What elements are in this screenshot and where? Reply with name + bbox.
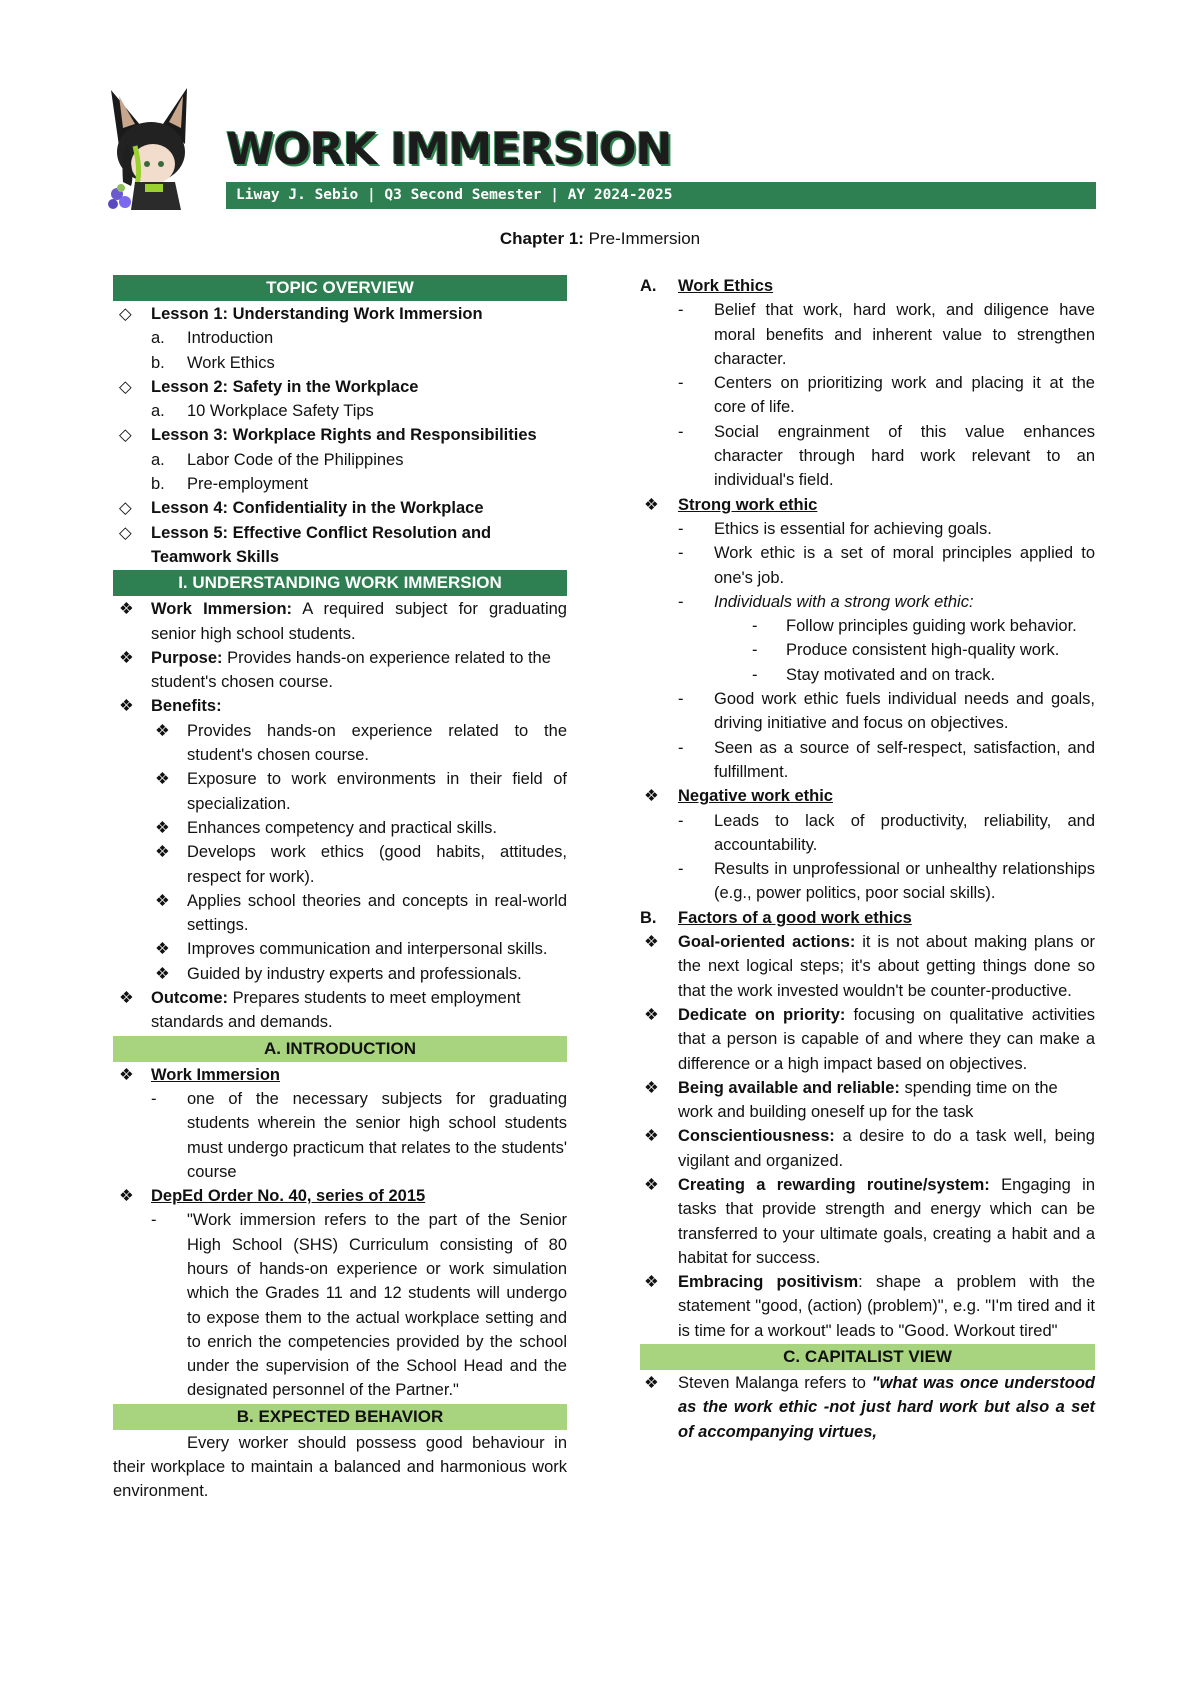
bullet-item xyxy=(640,493,1095,517)
diamond-bullet-icon: ❖ xyxy=(644,1005,659,1024)
diamond-bullet-icon: ❖ xyxy=(644,1374,659,1393)
bullet-item xyxy=(113,1184,567,1208)
lesson-subitem xyxy=(113,399,567,423)
dash-text: Seen as a source of self-respect, satisfaction, and fulfillment. xyxy=(714,738,1095,781)
diamond-outline-icon: ◇ xyxy=(119,523,132,542)
diamond-bullet-icon: ❖ xyxy=(644,933,659,952)
dash-marker: - xyxy=(151,1211,157,1230)
dash-text: "Work immersion refers to the part of the Senior High School (SHS) Curriculum consisting of 80 hours of hands-on experience or work simulation which the Grades 11 and 12 students will undergo to expose them to the actual workplace setting and to enrich the competencies provided by the school under the supervision of the School Head and the designated personnel of the Partner." xyxy=(187,1211,567,1400)
mascot-icon xyxy=(105,86,200,216)
benefit-item xyxy=(113,962,567,986)
factor-item xyxy=(640,1270,1095,1343)
dash-item: - Good work ethic fuels individual needs and goals, driving initiative and focus on objectives. xyxy=(640,687,1095,736)
section-c-heading: C. CAPITALIST VIEW xyxy=(640,1344,1095,1370)
diamond-bullet-icon: ❖ xyxy=(644,1078,659,1097)
heading-letter: B. xyxy=(640,908,657,927)
diamond-outline-icon: ◇ xyxy=(119,426,132,445)
bullet-item xyxy=(640,1371,1095,1444)
bullet-text: Work Immersion: A required subject for graduating senior high school students. xyxy=(151,600,567,643)
subheading: DepEd Order No. 40, series of 2015 xyxy=(151,1187,426,1206)
benefit-text: Provides hands-on experience related to the student's chosen course. xyxy=(187,721,567,765)
dash-item: - Belief that work, hard work, and diligence have moral benefits and inherent value to strengthen character. xyxy=(640,298,1095,371)
subheading: Negative work ethic xyxy=(678,787,833,806)
sub-letter: a. xyxy=(151,329,165,348)
dash-item: - Ethics is essential for achieving goals. xyxy=(640,517,1095,541)
subdash-text: Produce consistent high-quality work. xyxy=(786,641,1060,660)
dash-text: Leads to lack of productivity, reliability, and accountability. xyxy=(714,811,1095,854)
diamond-bullet-icon: ❖ xyxy=(119,1187,134,1206)
bullet-item xyxy=(113,986,567,1035)
factor-text: Goal-oriented actions: it is not about making plans or the next logical steps; it's about getting things done so that the work invested wouldn't be counter-productive. xyxy=(678,933,1095,1000)
dash-text: Individuals with a strong work ethic: xyxy=(714,592,974,611)
left-column xyxy=(113,274,567,1504)
lettered-heading xyxy=(640,906,1095,930)
subdash-item: - Follow principles guiding work behavior. xyxy=(640,614,1095,638)
lesson-subitem xyxy=(113,472,567,496)
heading-text: Work Ethics xyxy=(678,277,774,295)
benefit-text: Develops work ethics (good habits, attitudes, respect for work). xyxy=(187,843,567,886)
factor-item xyxy=(640,1124,1095,1173)
diamond-bullet-icon: ❖ xyxy=(155,964,170,983)
dash-item xyxy=(113,1087,567,1184)
lesson-subitem xyxy=(113,448,567,472)
sub-text: Labor Code of the Philippines xyxy=(187,450,404,469)
dash-item: - Work ethic is a set of moral principles applied to one's job. xyxy=(640,541,1095,590)
benefit-text: Improves communication and interpersonal skills. xyxy=(187,940,548,959)
sub-text: Pre-employment xyxy=(187,475,309,494)
subheading: Strong work ethic xyxy=(678,495,818,514)
benefits-label: Benefits: xyxy=(151,697,222,716)
section-a-heading: A. INTRODUCTION xyxy=(113,1036,567,1062)
bullet-item xyxy=(640,784,1095,808)
diamond-outline-icon: ◇ xyxy=(119,377,132,396)
benefit-text: Exposure to work environments in their field of specialization. xyxy=(187,770,567,813)
sub-text: Introduction xyxy=(187,329,274,348)
lesson-item xyxy=(113,496,567,520)
dash-text: Work ethic is a set of moral principles applied to one's job. xyxy=(714,544,1095,587)
sub-text: Work Ethics xyxy=(187,353,275,372)
subdash-item: - Stay motivated and on track. xyxy=(640,663,1095,687)
sub-letter: b. xyxy=(151,353,165,372)
subdash-text: Stay motivated and on track. xyxy=(786,665,996,684)
behavior-paragraph: Every worker should possess good behaviour in their workplace to maintain a balanced and harmonious work environment. xyxy=(113,1433,567,1501)
diamond-bullet-icon: ❖ xyxy=(119,697,134,716)
factor-text: Being available and reliable: spending time on the work and building oneself up for the task xyxy=(678,1078,1058,1122)
sub-text: 10 Workplace Safety Tips xyxy=(187,402,374,421)
diamond-bullet-icon: ❖ xyxy=(644,495,659,514)
document-title: WORK IMMERSION xyxy=(226,124,672,175)
factor-item xyxy=(640,1173,1095,1270)
benefit-text: Applies school theories and concepts in real-world settings. xyxy=(187,891,567,935)
diamond-bullet-icon: ❖ xyxy=(644,1127,659,1146)
subheading: Work Immersion xyxy=(151,1065,280,1084)
diamond-bullet-icon: ❖ xyxy=(155,940,170,959)
dash-text: Results in unprofessional or unhealthy relationships (e.g., power politics, poor social skills). xyxy=(714,860,1095,903)
factor-text: Conscientiousness: a desire to do a task well, being vigilant and organized. xyxy=(678,1127,1095,1170)
benefit-item xyxy=(113,889,567,938)
factor-text: Embracing positivism: shape a problem with the statement "good, (action) (problem)", e.g. "I'm tired and it is time for a workout" leads to "Good. Workout tired" xyxy=(678,1273,1096,1340)
dash-item: - Leads to lack of productivity, reliability, and accountability. xyxy=(640,809,1095,858)
lesson-item xyxy=(113,423,567,447)
diamond-bullet-icon: ❖ xyxy=(155,843,170,862)
dash-marker: - xyxy=(151,1089,157,1108)
lesson-title: Lesson 2: Safety in the Workplace xyxy=(151,377,419,396)
lesson-subitem xyxy=(113,326,567,350)
chapter-heading xyxy=(0,229,1200,249)
factor-text: Dedicate on priority: focusing on qualitative activities that a person is capable of and where they can make a difference or a high impact based on objectives. xyxy=(678,1005,1095,1073)
chapter-name: Pre-Immersion xyxy=(588,229,701,248)
chapter-label: Chapter 1: xyxy=(499,229,584,248)
dash-text: Good work ethic fuels individual needs and goals, driving initiative and focus on objectives. xyxy=(714,690,1095,733)
lesson-title: Lesson 4: Confidentiality in the Workplace xyxy=(151,499,484,518)
dash-item: - Individuals with a strong work ethic: xyxy=(640,590,1095,614)
subdash-item: - Produce consistent high-quality work. xyxy=(640,638,1095,662)
topic-overview-heading: TOPIC OVERVIEW xyxy=(113,275,567,301)
bullet-item xyxy=(113,646,567,695)
benefit-item xyxy=(113,816,567,840)
diamond-outline-icon: ◇ xyxy=(119,305,132,323)
diamond-bullet-icon: ❖ xyxy=(155,818,170,837)
diamond-bullet-icon: ❖ xyxy=(119,989,134,1008)
lesson-title: Lesson 3: Workplace Rights and Responsibilities xyxy=(151,426,537,445)
benefit-text: Enhances competency and practical skills. xyxy=(187,818,497,837)
benefit-item xyxy=(113,719,567,768)
dash-text: Social engrainment of this value enhances character through hard work relevant to an individual's field. xyxy=(714,422,1095,490)
dash-text: Ethics is essential for achieving goals. xyxy=(714,519,992,538)
sub-letter: b. xyxy=(151,475,165,494)
dash-text: Centers on prioritizing work and placing it at the core of life. xyxy=(714,374,1095,417)
author-banner: Liway J. Sebio | Q3 Second Semester | AY 2024-2025 xyxy=(226,182,1096,209)
dash-text: one of the necessary subjects for graduating students wherein the senior high school students must undergo practicum that relates to the students' course xyxy=(187,1089,567,1181)
diamond-bullet-icon: ❖ xyxy=(155,891,170,910)
lesson-item xyxy=(113,302,567,326)
diamond-bullet-icon: ❖ xyxy=(119,1065,134,1084)
bullet-item xyxy=(113,694,567,718)
benefit-text: Guided by industry experts and professionals. xyxy=(187,964,522,983)
factor-item xyxy=(640,1076,1095,1125)
diamond-bullet-icon: ❖ xyxy=(644,1273,659,1292)
sub-letter: a. xyxy=(151,450,165,469)
malanga-text: Steven Malanga refers to "what was once understood as the work ethic -not just hard work but also a set of accompanying virtues, xyxy=(678,1374,1096,1441)
lesson-title: Lesson 1: Understanding Work Immersion xyxy=(151,305,483,323)
lettered-heading xyxy=(640,274,1095,298)
dash-item: - Seen as a source of self-respect, satisfaction, and fulfillment. xyxy=(640,736,1095,785)
bullet-item xyxy=(113,1063,567,1087)
diamond-bullet-icon: ❖ xyxy=(119,648,134,667)
dash-item xyxy=(113,1208,567,1402)
diamond-bullet-icon: ❖ xyxy=(155,721,170,740)
lesson-title: Lesson 5: Effective Conflict Resolution and Teamwork Skills xyxy=(151,523,492,566)
right-column xyxy=(640,274,1095,1444)
factor-item xyxy=(640,1003,1095,1076)
diamond-bullet-icon: ❖ xyxy=(644,787,659,806)
diamond-outline-icon: ◇ xyxy=(119,499,132,518)
lesson-item xyxy=(113,521,567,570)
dash-item: - Social engrainment of this value enhances character through hard work relevant to an individual's field. xyxy=(640,420,1095,493)
section-b-heading: B. EXPECTED BEHAVIOR xyxy=(113,1404,567,1430)
diamond-bullet-icon: ❖ xyxy=(644,1175,659,1194)
heading-letter: A. xyxy=(640,277,657,295)
heading-text: Factors of a good work ethics xyxy=(678,908,912,927)
factor-text: Creating a rewarding routine/system: Engaging in tasks that provide strength and energy which can be transferred to your ultimate goals, creating a habit and a habitat for success. xyxy=(678,1175,1095,1267)
dash-text: Belief that work, hard work, and diligence have moral benefits and inherent value to strengthen character. xyxy=(714,301,1095,368)
bullet-text: Outcome: Prepares students to meet employment standards and demands. xyxy=(151,989,521,1032)
lesson-subitem xyxy=(113,351,567,375)
subdash-text: Follow principles guiding work behavior. xyxy=(786,617,1077,636)
benefit-item xyxy=(113,937,567,961)
diamond-bullet-icon: ❖ xyxy=(155,770,170,789)
lesson-item xyxy=(113,375,567,399)
sub-letter: a. xyxy=(151,402,165,421)
dash-item: - Centers on prioritizing work and placing it at the core of life. xyxy=(640,371,1095,420)
bullet-text: Purpose: Provides hands-on experience related to the student's chosen course. xyxy=(151,648,551,692)
benefit-item xyxy=(113,840,567,889)
factor-item xyxy=(640,930,1095,1003)
benefit-item xyxy=(113,767,567,816)
section-1-heading: I. UNDERSTANDING WORK IMMERSION xyxy=(113,570,567,596)
bullet-item xyxy=(113,597,567,646)
diamond-bullet-icon: ❖ xyxy=(119,600,134,619)
dash-item: - Results in unprofessional or unhealthy relationships (e.g., power politics, poor social skills). xyxy=(640,857,1095,906)
